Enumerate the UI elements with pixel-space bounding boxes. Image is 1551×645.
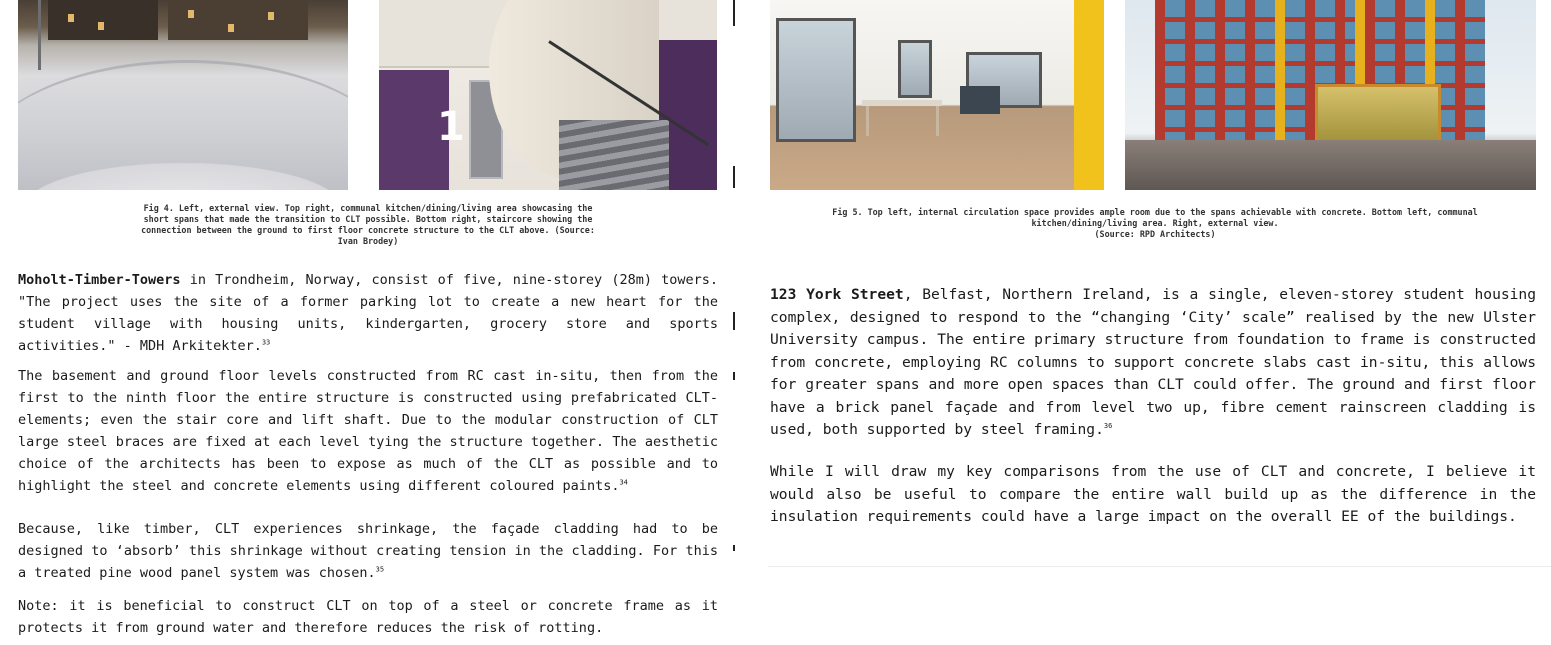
reference-number: 36 [1103, 422, 1113, 431]
column-divider [733, 312, 735, 330]
paragraph-shrinkage [18, 518, 718, 584]
reference-number: 34 [619, 478, 628, 487]
column-divider [733, 372, 735, 380]
paragraph-text: Note: it is beneficial to construct CLT on top of a steel or concrete frame as it protects it from ground water and therefore reduces the risk of rotting. [18, 598, 718, 636]
paragraph-structure [18, 365, 718, 497]
paragraph-york-street [770, 284, 1536, 442]
paragraph-lead: 123 York Street [770, 286, 904, 303]
photo-staircore [379, 0, 717, 190]
building-silhouette [168, 0, 308, 40]
paragraph-note [18, 595, 718, 639]
paragraph-text: While I will draw my key comparisons from the use of CLT and concrete, I believe it would also be useful to compare the entire wall build up as the difference in the insulation requirements could have a large impact on the overall EE of the buildings. [770, 463, 1536, 525]
stairs [559, 120, 669, 190]
paragraph-lead: Moholt-Timber-Towers [18, 272, 181, 288]
paragraph-text: , Belfast, Northern Ireland, is a single, eleven-storey student housing complex, designed to respond to the “changing ‘City’ scale” realised by the new Ulster University campus. The entire primary structure from foundation to frame is constructed from concrete, employing RC columns to support concrete slabs cast in-situ, this allows for greater spans and more open spaces than CLT could offer. The ground and first floor have a brick panel façade and from level two up, fibre cement rainscreen cladding is used, both supported by steel framing. [770, 286, 1536, 438]
column-divider [733, 545, 735, 551]
paragraph-text: in Trondheim, Norway, consist of five, nine-storey (28m) towers. "The project uses the site of a former parking lot to create a new heart for the student village with housing units, kindergarten, grocery store and sports activities." - MDH Arkitekter. [18, 272, 718, 354]
reference-number: 33 [261, 338, 271, 347]
shopfront [1315, 84, 1441, 146]
bottom-rule [768, 566, 1551, 567]
reference-number: 35 [375, 565, 385, 574]
paragraph-moholt [18, 269, 718, 357]
figure-caption: Fig 4. Left, external view. Top right, communal kitchen/dining/living area showcasing the short spans that made the transition to CLT possible. Bottom right, staircore showing the connection between the ground to first floor concrete structure to the CLT above. (Source: Ivan Brodey) [141, 203, 595, 246]
building-silhouette [48, 0, 158, 40]
paragraph-text: The basement and ground floor levels constructed from RC cast in-situ, then from the first to the ninth floor the entire structure is constructed using prefabricated CLT-elements; even the stair core and lift shaft. Due to the modular construction of CLT large steel braces are fixed at each level tying the structure together. The aesthetic choice of the architects has been to expose as much of the CLT as possible and to highlight the steel and concrete elements using different coloured paints. [18, 368, 718, 494]
window [898, 40, 932, 98]
floor-number-sign: 1 [437, 104, 465, 150]
column-divider [733, 166, 735, 188]
window [776, 18, 856, 142]
sofa [960, 86, 1000, 114]
street [1125, 140, 1536, 190]
photo-external-facade [1125, 0, 1536, 190]
snowy-road [18, 60, 348, 190]
photo-communal-kitchen [770, 0, 1104, 190]
dining-table [862, 100, 942, 106]
figure-caption: Fig 5. Top left, internal circulation space provides ample room due to the spans achievable with concrete. Bottom left, communal kitchen/dining/living area. Right, external view. (Source: RPD Architects) [832, 207, 1478, 239]
photo-external-view-snow [18, 0, 348, 190]
yellow-wall [1074, 0, 1104, 190]
lamp-post [38, 0, 41, 70]
paragraph-comparison [770, 461, 1536, 529]
column-divider [733, 0, 735, 26]
paragraph-text: Because, like timber, CLT experiences shrinkage, the façade cladding had to be designed to ‘absorb’ this shrinkage without creating tension in the cladding. For this a treated pine wood panel system was chosen. [18, 521, 718, 581]
